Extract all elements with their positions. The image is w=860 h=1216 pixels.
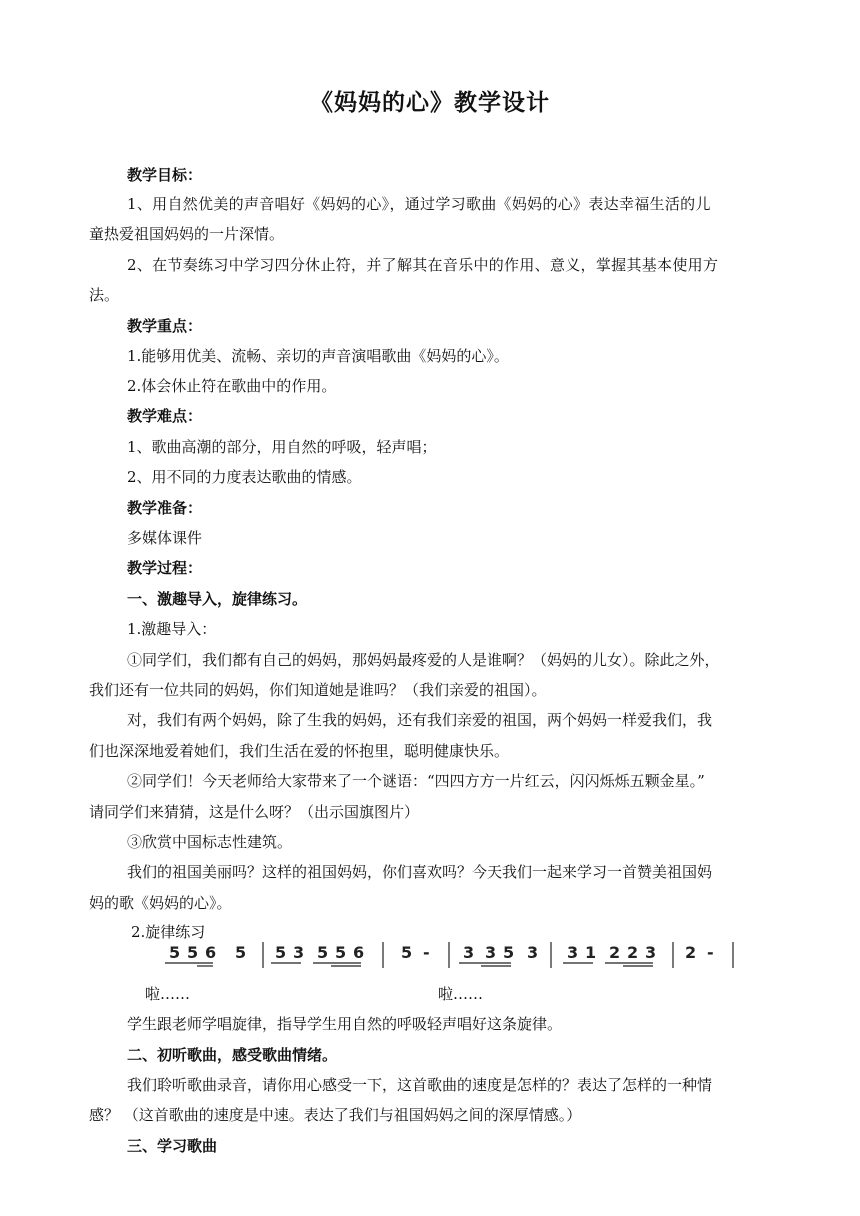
notation-note: 5 — [503, 943, 515, 962]
paragraph-line: 1、歌曲高潮的部分，用自然的呼吸，轻声唱； — [127, 438, 437, 456]
notation-note: 1 — [585, 943, 597, 962]
paragraph-line: 童热爱祖国妈妈的一片深情。 — [89, 225, 285, 243]
paragraph-line: 请同学们来猜猜，这是什么呀？（出示国旗图片） — [89, 803, 420, 821]
paragraph-line: 我们聆听歌曲录音，请你用心感受一下，这首歌曲的速度是怎样的？表达了怎样的一种情 — [127, 1076, 713, 1094]
notation-note: 3 — [645, 943, 657, 962]
paragraph-line: 1、用自然优美的声音唱好《妈妈的心》，通过学习歌曲《妈妈的心》表达幸福生活的儿 — [127, 195, 711, 213]
document-title: 《妈妈的心》教学设计 — [310, 90, 550, 116]
paragraph-line: 感？ （这首歌曲的速度是中速。表达了我们与祖国妈妈之间的深厚情感。） — [89, 1106, 582, 1124]
paragraph-line: 我们的祖国美丽吗？这样的祖国妈妈，你们喜欢吗？今天我们一起来学习一首赞美祖国妈 — [127, 863, 713, 881]
notation-note: 6 — [353, 943, 365, 962]
paragraph-line: 我们还有一位共同的妈妈，你们知道她是谁吗？（我们亲爱的祖国）。 — [89, 681, 547, 699]
section-heading-2: 二、初听歌曲，感受歌曲情绪。 — [127, 1046, 338, 1064]
notation-note: 5 — [235, 943, 247, 962]
paragraph-line: 妈的歌《妈妈的心》。 — [89, 894, 232, 912]
notation-note: 5 — [169, 943, 181, 962]
notation-note: - — [707, 943, 714, 962]
paragraph-line: 学生跟老师学唱旋律，指导学生用自然的呼吸轻声唱好这条旋律。 — [127, 1015, 563, 1033]
paragraph-line: 2、用不同的力度表达歌曲的情感。 — [127, 468, 362, 486]
paragraph-line: ③欣赏中国标志性建筑。 — [127, 833, 293, 851]
section-heading-1: 一、激趣导入，旋律练习。 — [127, 590, 308, 608]
paragraph-line: 2.旋律练习 — [131, 923, 206, 941]
paragraph-line: 1.激趣导入： — [127, 620, 217, 638]
notation-note: 5 — [335, 943, 347, 962]
paragraph-line: 多媒体课件 — [127, 529, 203, 547]
notation-note: 3 — [527, 943, 539, 962]
paragraph-line: 们也深深地爱着她们，我们生活在爱的怀抱里，聪明健康快乐。 — [89, 742, 510, 760]
notation-note: 5 — [187, 943, 199, 962]
lyric-la-2: 啦…… — [438, 985, 484, 1003]
heading-process: 教学过程： — [127, 559, 203, 577]
section-heading-3: 三、学习歌曲 — [127, 1137, 218, 1155]
notation-note: 5 — [275, 943, 287, 962]
heading-objectives: 教学目标： — [127, 166, 203, 184]
paragraph-line: 2、在节奏练习中学习四分休止符，并了解其在音乐中的作用、意义，掌握其基本使用方 — [127, 256, 719, 274]
heading-preparation: 教学准备： — [127, 499, 203, 517]
heading-key-points: 教学重点： — [127, 317, 203, 335]
notation-note: 2 — [627, 943, 639, 962]
paragraph-line: 2.体会休止符在歌曲中的作用。 — [127, 377, 337, 395]
paragraph-line: ①同学们，我们都有自己的妈妈，那妈妈最疼爱的人是谁啊？（妈妈的儿女）。除此之外， — [127, 651, 720, 669]
lyric-la-1: 啦…… — [145, 985, 191, 1003]
notation-note: 2 — [685, 943, 697, 962]
notation-note: 3 — [293, 943, 305, 962]
notation-note: 3 — [463, 943, 475, 962]
notation-note: - — [423, 943, 430, 962]
paragraph-line: 对，我们有两个妈妈，除了生我的妈妈，还有我们亲爱的祖国，两个妈妈一样爱我们，我 — [127, 711, 713, 729]
paragraph-line: 法。 — [89, 286, 120, 304]
notation-note: 2 — [609, 943, 621, 962]
paragraph-line: 1.能够用优美、流畅、亲切的声音演唱歌曲《妈妈的心》。 — [127, 347, 509, 365]
melody-notation — [165, 936, 765, 976]
notation-note: 5 — [317, 943, 329, 962]
notation-note: 5 — [401, 943, 413, 962]
heading-difficulties: 教学难点： — [127, 407, 203, 425]
notation-note: 6 — [205, 943, 217, 962]
paragraph-line: ②同学们！今天老师给大家带来了一个谜语：“四四方方一片红云，闪闪烁烁五颗金星。” — [127, 772, 705, 790]
notation-note: 3 — [485, 943, 497, 962]
notation-note: 3 — [567, 943, 579, 962]
